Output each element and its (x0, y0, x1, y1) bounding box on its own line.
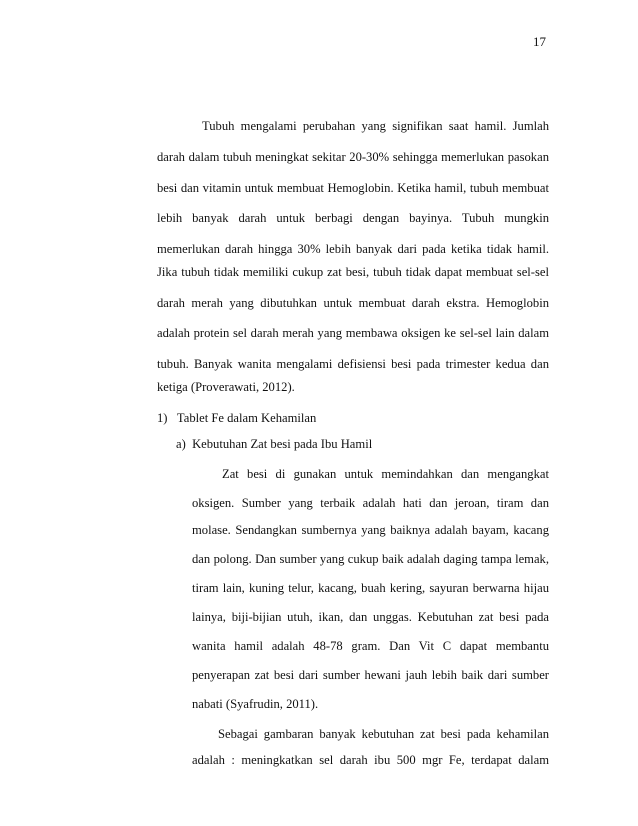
paragraph-line: wanita hamil adalah 48-78 gram. Dan Vit C dapat membantu (192, 639, 549, 653)
paragraph-line: Zat besi di gunakan untuk memindahkan dan mengangkat (222, 467, 549, 481)
paragraph-line: tubuh. Banyak wanita mengalami defisiensi besi pada trimester kedua dan (157, 357, 549, 371)
paragraph-line: tiram lain, kuning telur, kacang, buah kering, sayuran berwarna hijau (192, 581, 549, 595)
paragraph-line: darah dalam tubuh meningkat sekitar 20-30% sehingga memerlukan pasokan (157, 150, 549, 164)
page-number: 17 (533, 34, 546, 49)
heading-kebutuhan-zat-besi: a) Kebutuhan Zat besi pada Ibu Hamil (176, 437, 373, 451)
paragraph-line: dan polong. Dan sumber yang cukup baik adalah daging tampa lemak, (192, 552, 549, 566)
paragraph-line: memerlukan darah hingga 30% lebih banyak dari pada ketika tidak hamil. (157, 242, 549, 256)
paragraph-line: Tubuh mengalami perubahan yang signifikan saat hamil. Jumlah (202, 119, 549, 133)
paragraph-line: adalah protein sel darah merah yang membawa oksigen ke sel-sel lain dalam (157, 326, 549, 340)
paragraph-line: Sebagai gambaran banyak kebutuhan zat besi pada kehamilan (218, 727, 549, 741)
paragraph-line: Jika tubuh tidak memiliki cukup zat besi, tubuh tidak dapat membuat sel-sel (157, 265, 549, 279)
paragraph-line: nabati (Syafrudin, 2011). (192, 697, 319, 711)
paragraph-line: molase. Sendangkan sumbernya yang baiknya adalah bayam, kacang (192, 523, 549, 537)
paragraph-line: adalah : meningkatkan sel darah ibu 500 mgr Fe, terdapat dalam (192, 753, 549, 767)
paragraph-line: penyerapan zat besi dari sumber hewani jauh lebih baik dari sumber (192, 668, 549, 682)
paragraph-line: ketiga (Proverawati, 2012). (157, 380, 295, 394)
paragraph-line: darah merah yang dibutuhkan untuk membuat darah ekstra. Hemoglobin (157, 296, 549, 310)
paragraph-line: lebih banyak darah untuk berbagi dengan bayinya. Tubuh mungkin (157, 211, 549, 225)
paragraph-line: besi dan vitamin untuk membuat Hemoglobin. Ketika hamil, tubuh membuat (157, 181, 549, 195)
paragraph-line: lainya, biji-bijian utuh, ikan, dan unggas. Kebutuhan zat besi pada (192, 610, 549, 624)
paragraph-line: oksigen. Sumber yang terbaik adalah hati dan jeroan, tiram dan (192, 496, 549, 510)
heading-tablet-fe: 1) Tablet Fe dalam Kehamilan (157, 411, 317, 425)
